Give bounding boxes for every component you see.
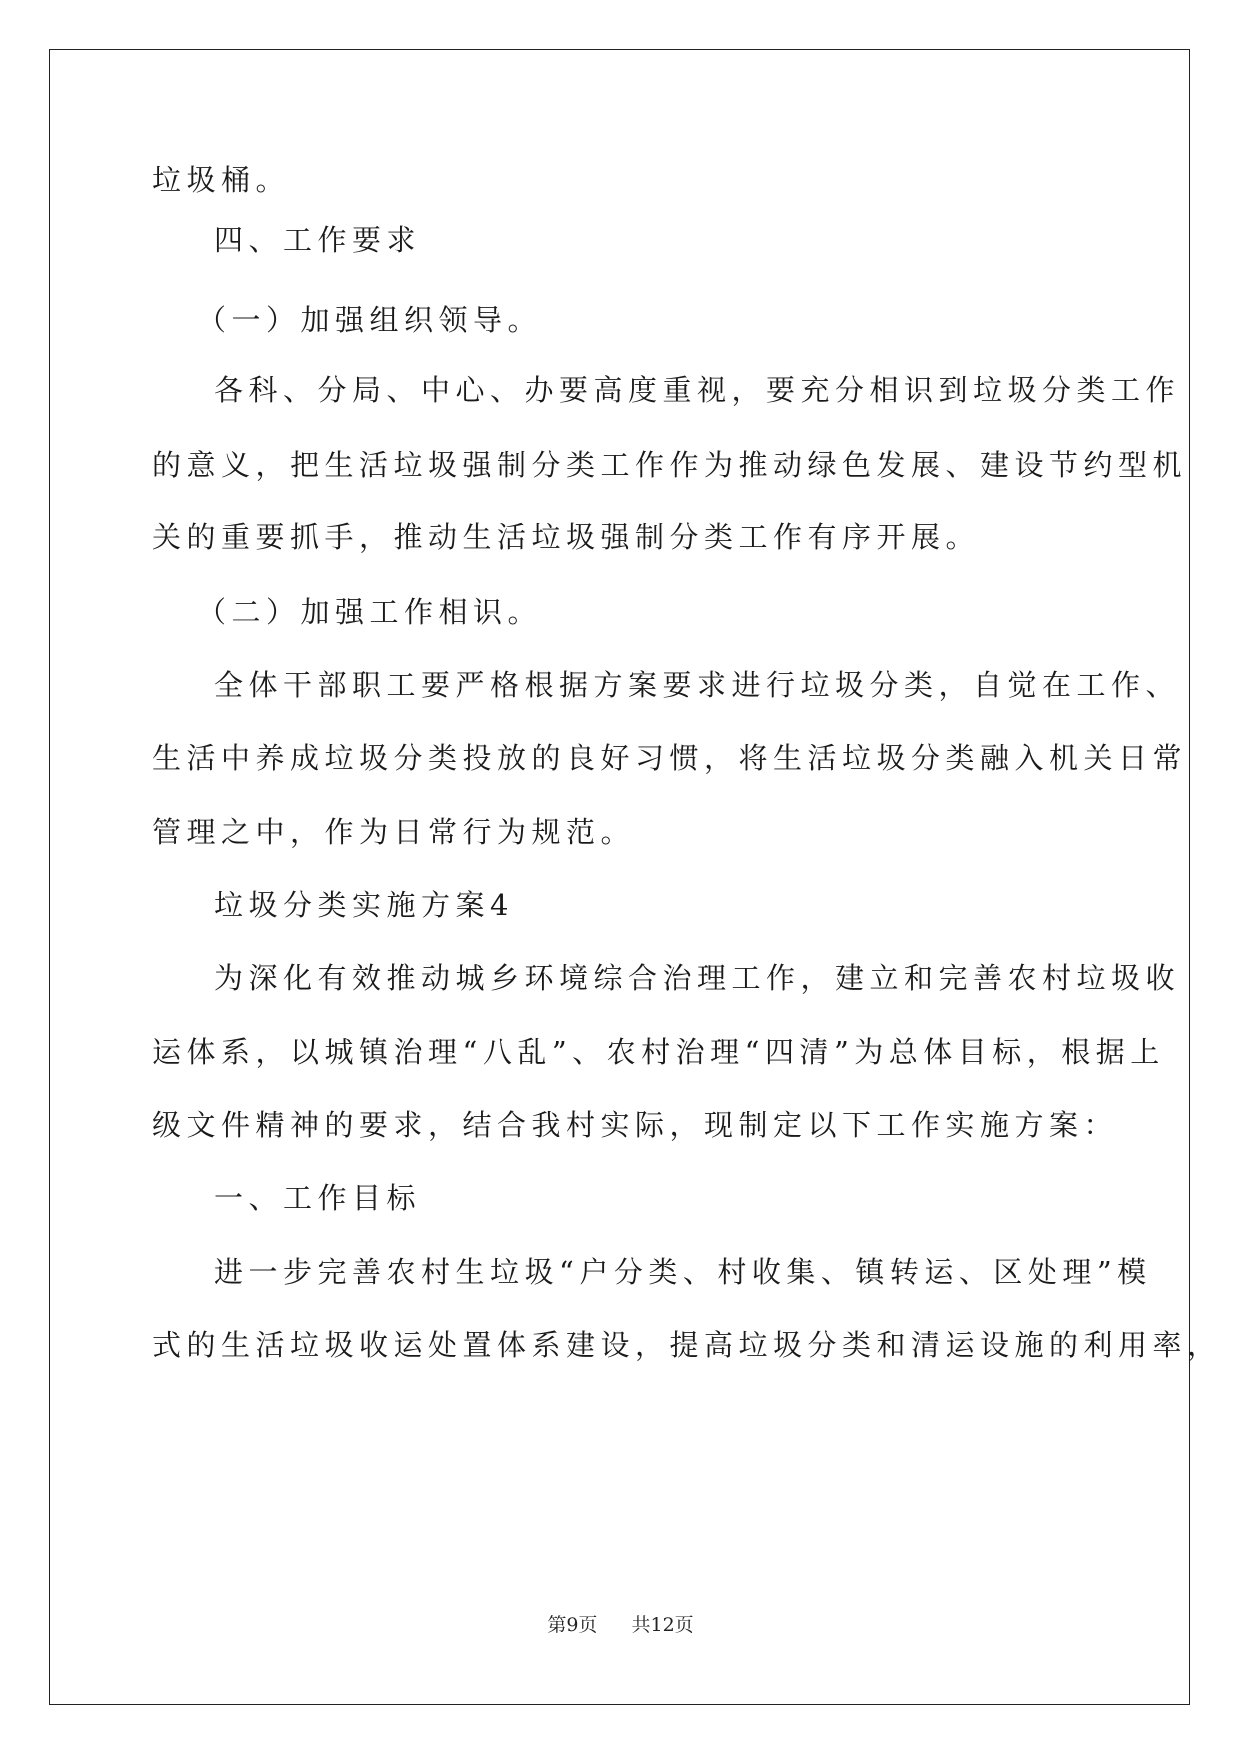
paragraph-line: 式的生活垃圾收运处置体系建设，提高垃圾分类和清运设施的利用率， (152, 1328, 1222, 1362)
page-total: 共12页 (631, 1614, 694, 1636)
section-heading: 四、工作要求 (214, 223, 422, 257)
page-number: 第9页 (547, 1614, 598, 1636)
page-footer (0, 1610, 1241, 1637)
paragraph-line: 关的重要抓手，推动生活垃圾强制分类工作有序开展。 (152, 520, 981, 554)
paragraph-line: 各科、分局、中心、办要高度重视，要充分相识到垃圾分类工作 (214, 373, 1181, 407)
subsection-heading: （二）加强工作相识。 (197, 595, 543, 629)
paragraph-line: 管理之中，作为日常行为规范。 (152, 815, 636, 849)
paragraph-line: 级文件精神的要求，结合我村实际，现制定以下工作实施方案： (152, 1108, 1119, 1142)
paragraph-line: 运体系，以城镇治理“八乱”、农村治理“四清”为总体目标，根据上 (152, 1035, 1165, 1069)
page-border (49, 49, 1190, 1705)
paragraph-line: 进一步完善农村生垃圾“户分类、村收集、镇转运、区处理”模 (214, 1255, 1152, 1289)
paragraph-line: 的意义，把生活垃圾强制分类工作作为推动绿色发展、建设节约型机 (152, 448, 1188, 482)
paragraph-line: 为深化有效推动城乡环境综合治理工作，建立和完善农村垃圾收 (214, 961, 1181, 995)
paragraph-line: 生活中养成垃圾分类投放的良好习惯，将生活垃圾分类融入机关日常 (152, 741, 1188, 775)
section-title: 垃圾分类实施方案4 (214, 888, 514, 922)
subsection-heading: （一）加强组织领导。 (197, 303, 543, 337)
paragraph-line: 垃圾桶。 (152, 163, 291, 197)
section-heading: 一、工作目标 (214, 1181, 422, 1215)
paragraph-line: 全体干部职工要严格根据方案要求进行垃圾分类，自觉在工作、 (214, 668, 1181, 702)
